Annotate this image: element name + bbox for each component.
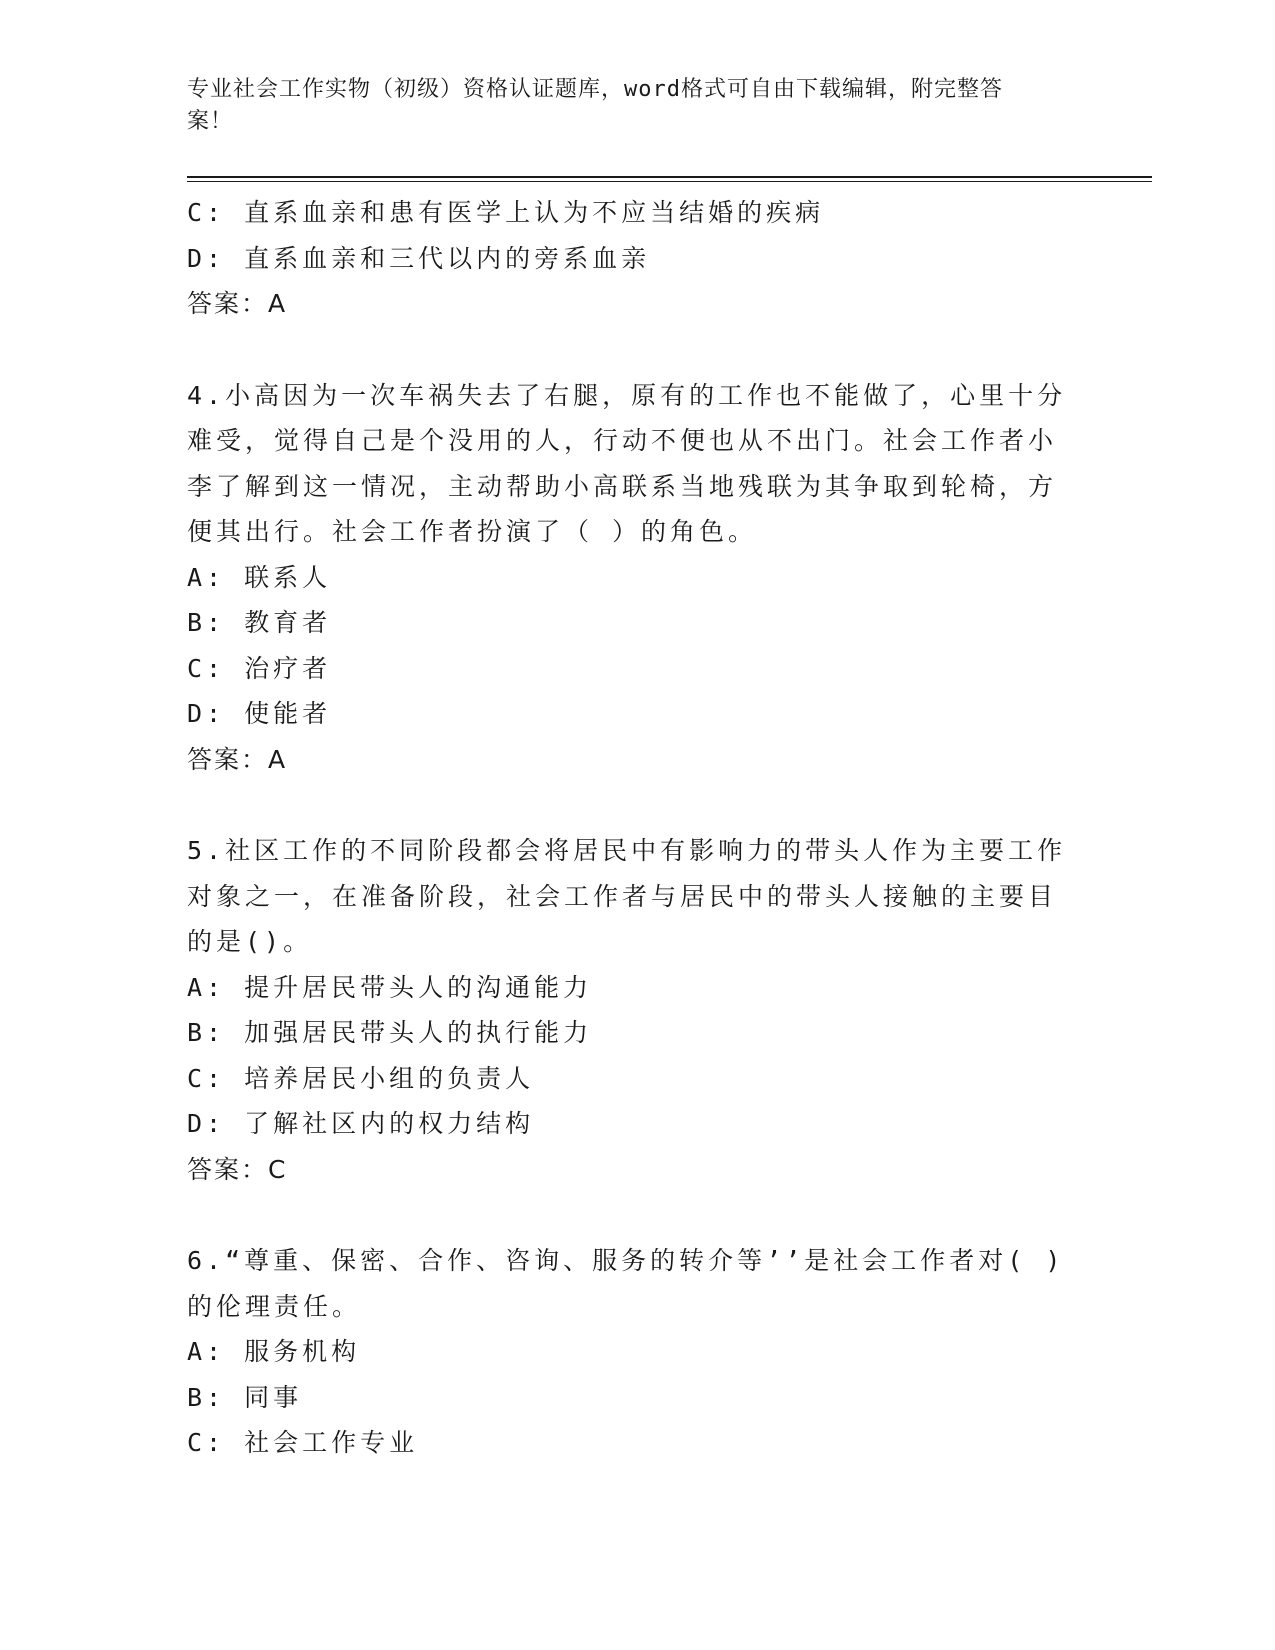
option-b: B: 教育者 bbox=[187, 608, 332, 637]
question-block-5 bbox=[187, 828, 1067, 1192]
question-text-line: 便其出行。社会工作者扮演了（ ）的角色。 bbox=[187, 517, 758, 546]
option-d: D: 直系血亲和三代以内的旁系血亲 bbox=[187, 243, 651, 273]
question-text-line: 6.“尊重、保密、合作、咨询、服务的转介等’’是社会工作者对( ) bbox=[187, 1246, 1065, 1275]
option-d: D: 了解社区内的权力结构 bbox=[187, 1109, 535, 1138]
option-b: B: 加强居民带头人的执行能力 bbox=[187, 1018, 593, 1047]
answer-line: 答案：C bbox=[187, 1154, 288, 1184]
option-c: C: 治疗者 bbox=[187, 653, 332, 683]
header-line-2: 案！ bbox=[187, 109, 234, 134]
header-line-1: 专业社会工作实物（初级）资格认证题库，word格式可自由下载编辑，附完整答 bbox=[187, 77, 1003, 102]
question-text-line: 的是()。 bbox=[187, 927, 313, 956]
question-block-prev bbox=[187, 190, 1067, 327]
question-block-4 bbox=[187, 373, 1067, 783]
question-text-line: 难受，觉得自己是个没用的人，行动不便也从不出门。社会工作者小 bbox=[187, 426, 1058, 455]
question-list bbox=[187, 190, 1067, 1466]
question-block-6 bbox=[187, 1238, 1067, 1466]
option-d: D: 使能者 bbox=[187, 699, 332, 728]
option-a: A: 联系人 bbox=[187, 562, 332, 592]
question-text-line: 4.小高因为一次车祸失去了右腿，原有的工作也不能做了，心里十分 bbox=[187, 380, 1067, 410]
option-c: C: 直系血亲和患有医学上认为不应当结婚的疾病 bbox=[187, 198, 825, 227]
option-c: C: 培养居民小组的负责人 bbox=[187, 1063, 535, 1093]
header-rule-thin bbox=[187, 181, 1152, 182]
option-a: A: 提升居民带头人的沟通能力 bbox=[187, 972, 593, 1002]
question-text-line: 李了解到这一情况，主动帮助小高联系当地残联为其争取到轮椅，方 bbox=[187, 471, 1058, 501]
option-a: A: 服务机构 bbox=[187, 1337, 361, 1366]
question-text-line: 的伦理责任。 bbox=[187, 1291, 362, 1321]
page-header bbox=[187, 74, 1067, 138]
option-b: B: 同事 bbox=[187, 1382, 303, 1412]
answer-line: 答案：A bbox=[187, 289, 288, 318]
header-rule-thick bbox=[187, 176, 1152, 178]
question-text-line: 对象之一，在准备阶段，社会工作者与居民中的带头人接触的主要目 bbox=[187, 881, 1058, 911]
answer-line: 答案：A bbox=[187, 744, 288, 774]
question-text-line: 5.社区工作的不同阶段都会将居民中有影响力的带头人作为主要工作 bbox=[187, 836, 1067, 865]
option-c: C: 社会工作专业 bbox=[187, 1428, 419, 1457]
